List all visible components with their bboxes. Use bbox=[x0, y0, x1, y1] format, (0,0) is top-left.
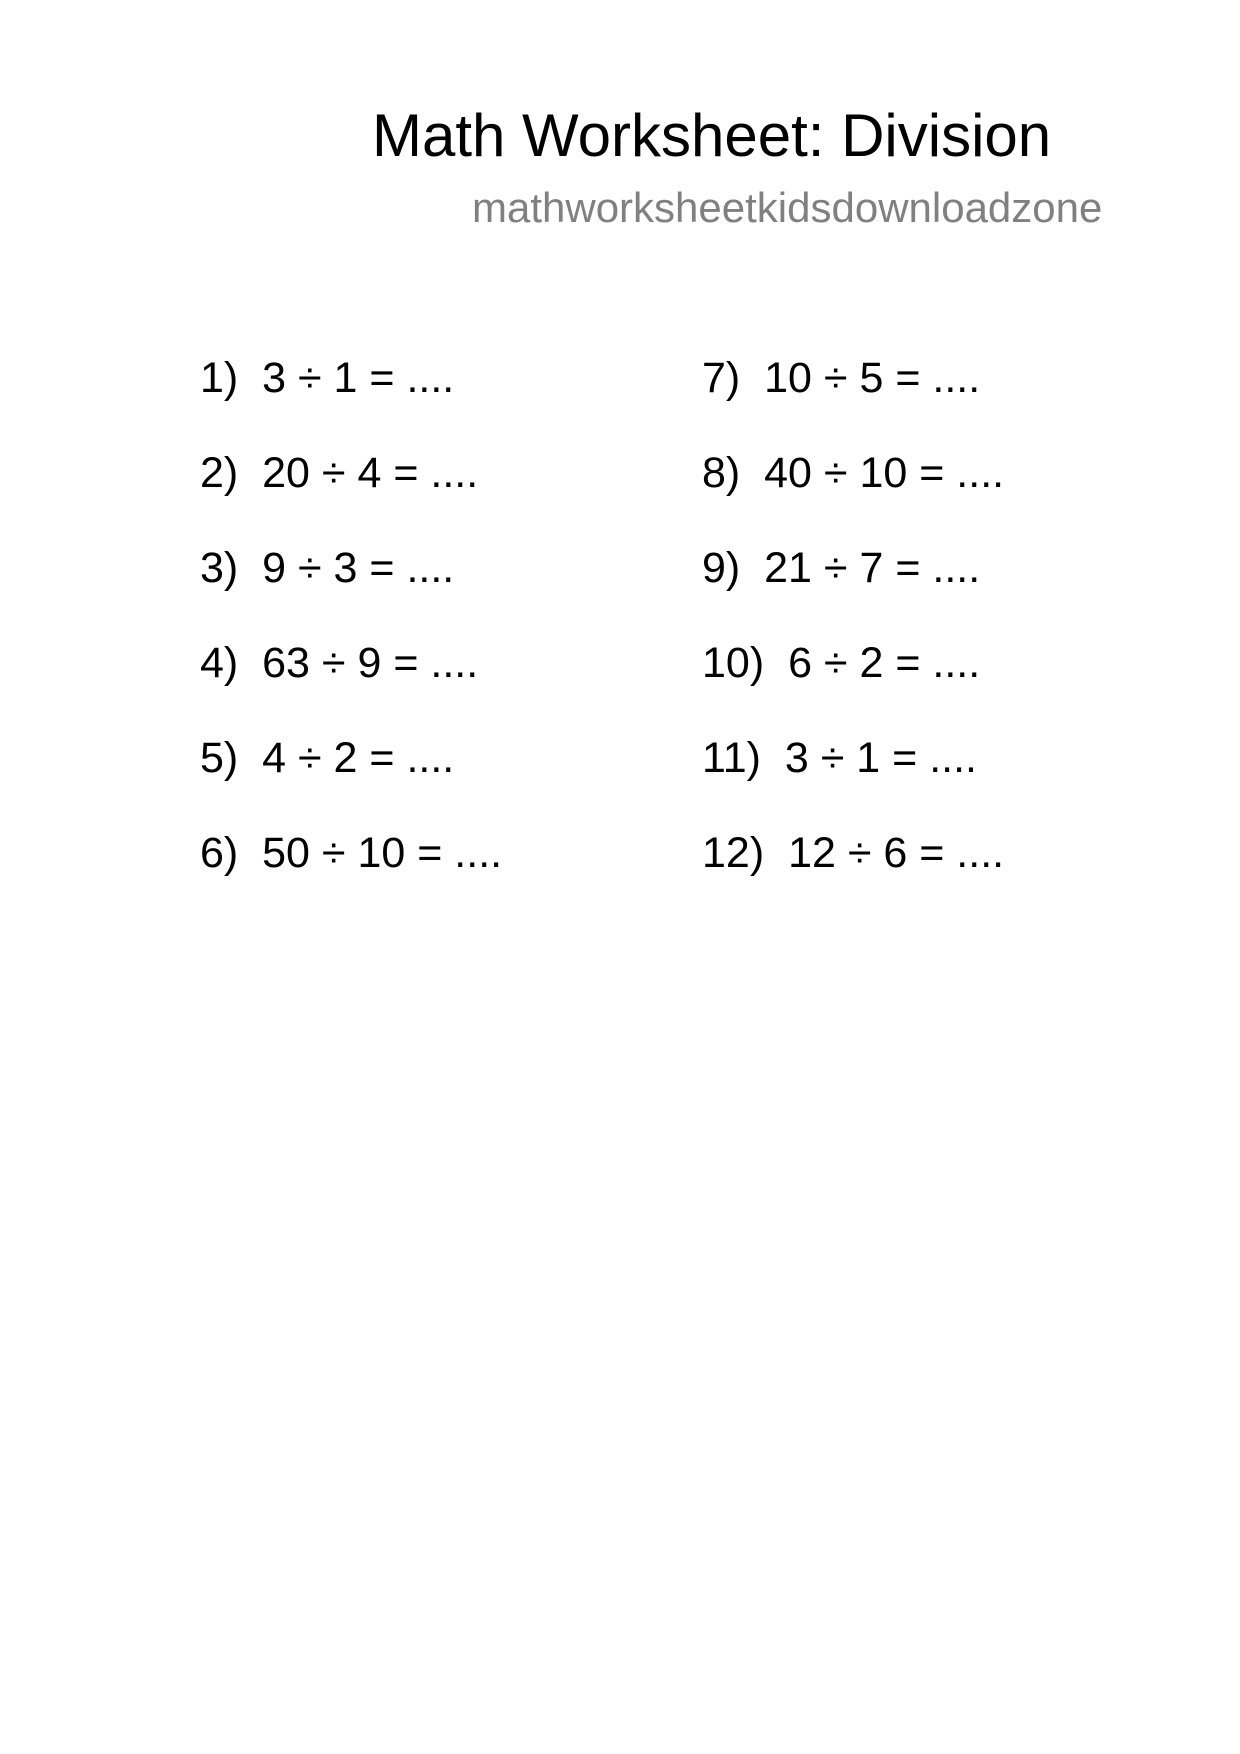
problem-item bbox=[200, 538, 502, 633]
problem-number: 6) bbox=[200, 829, 239, 877]
problem-item bbox=[200, 633, 502, 728]
problem-expression: 12 ÷ 6 = .... bbox=[788, 829, 1005, 877]
problem-item bbox=[200, 823, 502, 918]
problem-expression: 20 ÷ 4 = .... bbox=[262, 449, 479, 497]
problem-item bbox=[200, 443, 502, 538]
problem-number: 1) bbox=[200, 354, 239, 402]
problem-number: 10) bbox=[702, 639, 765, 687]
problem-number: 8) bbox=[702, 449, 741, 497]
problem-column-left bbox=[200, 348, 502, 918]
problem-expression: 10 ÷ 5 = .... bbox=[764, 354, 981, 402]
problem-expression: 40 ÷ 10 = .... bbox=[764, 449, 1005, 497]
problem-expression: 50 ÷ 10 = .... bbox=[262, 829, 503, 877]
problem-expression: 6 ÷ 2 = .... bbox=[788, 639, 981, 687]
problem-expression: 3 ÷ 1 = .... bbox=[784, 734, 977, 782]
problem-expression: 21 ÷ 7 = .... bbox=[764, 544, 981, 592]
problem-expression: 4 ÷ 2 = .... bbox=[262, 734, 455, 782]
problem-item bbox=[702, 728, 1004, 823]
problem-number: 7) bbox=[702, 354, 741, 402]
problem-item bbox=[702, 538, 1004, 633]
problem-number: 2) bbox=[200, 449, 239, 497]
problem-item bbox=[200, 728, 502, 823]
problem-item bbox=[702, 443, 1004, 538]
problem-number: 11) bbox=[702, 734, 761, 782]
page-title: Math Worksheet: Division bbox=[372, 102, 1052, 169]
problem-expression: 63 ÷ 9 = .... bbox=[262, 639, 479, 687]
page-subtitle: mathworksheetkidsdownloadzone bbox=[472, 184, 1103, 231]
problem-number: 5) bbox=[200, 734, 239, 782]
problem-number: 3) bbox=[200, 544, 239, 592]
problem-item bbox=[702, 633, 1004, 728]
problem-number: 12) bbox=[702, 829, 765, 877]
problem-item bbox=[702, 823, 1004, 918]
problem-number: 4) bbox=[200, 639, 239, 687]
problem-number: 9) bbox=[702, 544, 741, 592]
problem-item bbox=[702, 348, 1004, 443]
problem-expression: 9 ÷ 3 = .... bbox=[262, 544, 455, 592]
problem-expression: 3 ÷ 1 = .... bbox=[262, 354, 455, 402]
problem-item bbox=[200, 348, 502, 443]
problem-column-right bbox=[702, 348, 1004, 918]
